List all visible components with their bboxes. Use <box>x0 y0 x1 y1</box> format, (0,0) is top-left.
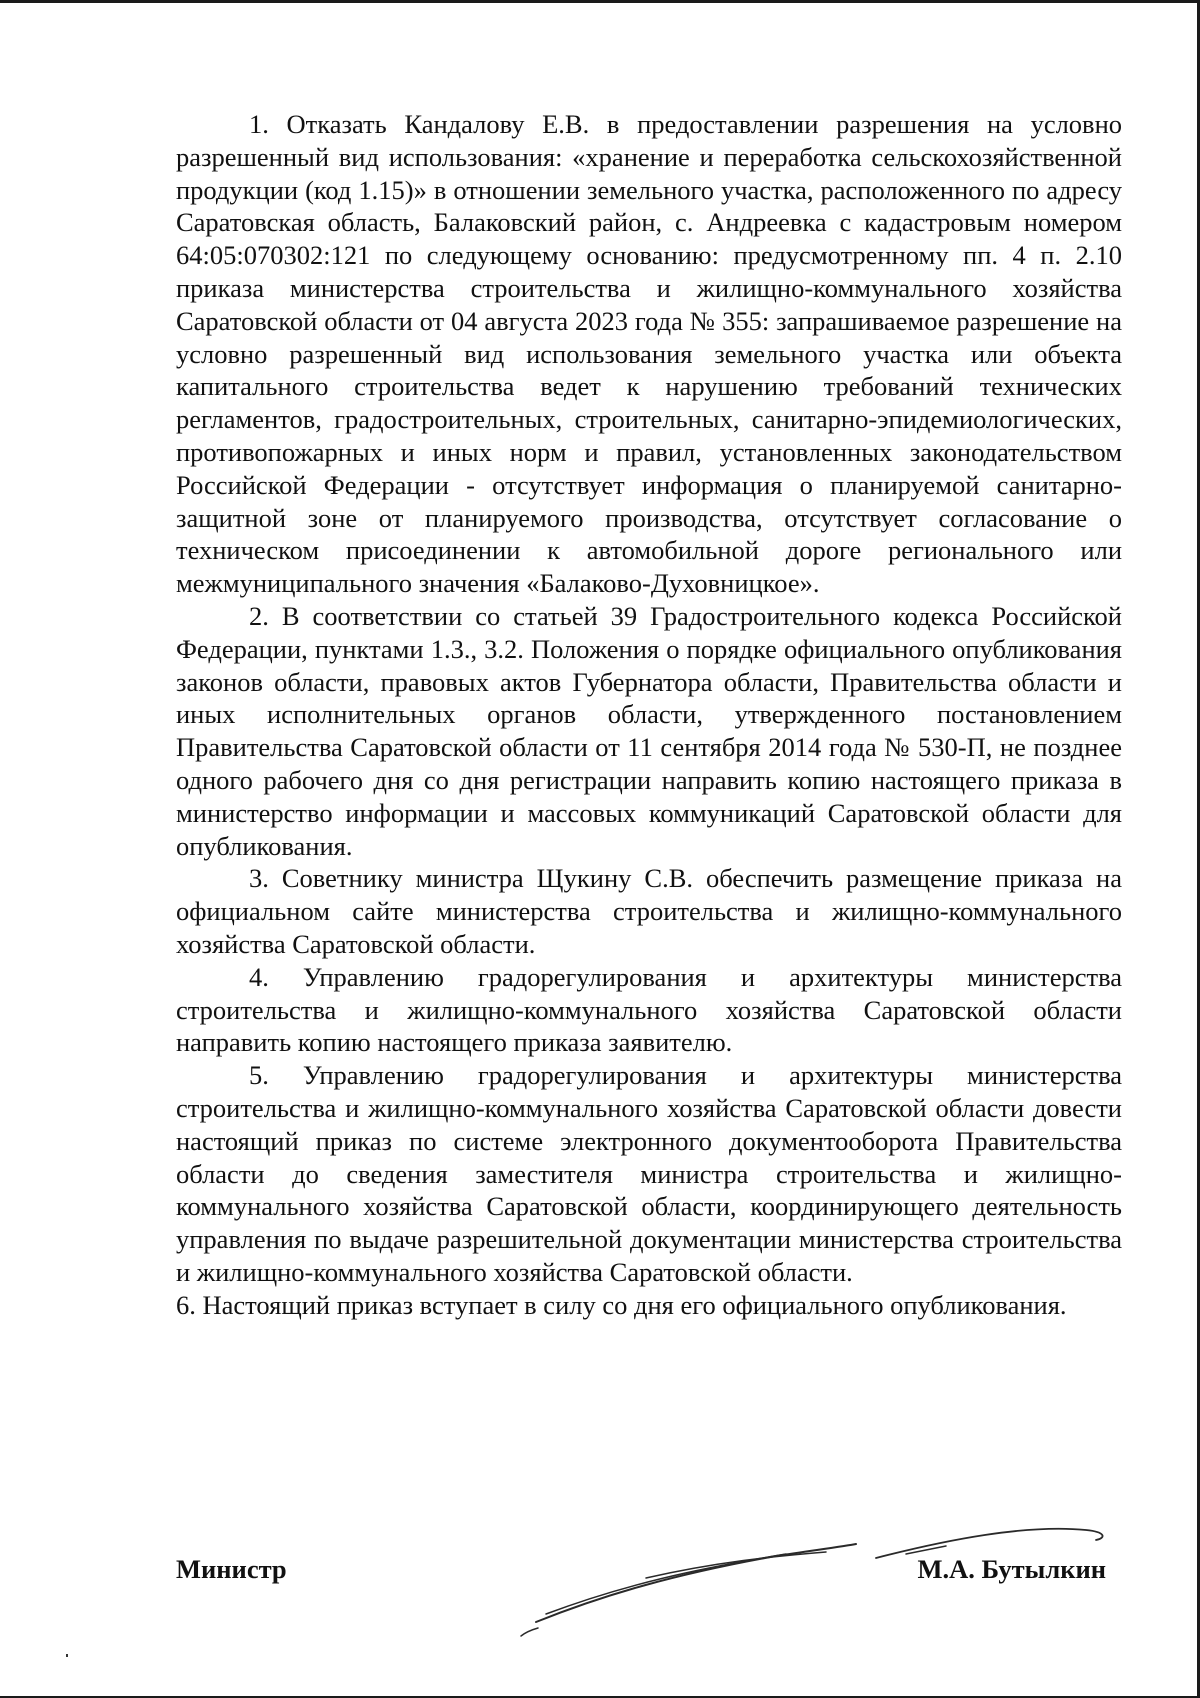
paragraph-4: 4. Управлению градорегулирования и архитектуры министерства строительства и жилищно-коммунального хозяйства Саратовской области направить копию настоящего приказа заявителю. <box>176 961 1122 1058</box>
signatory-title: Министр <box>176 1554 287 1584</box>
signature-block <box>176 1548 1106 1628</box>
paragraph-1: 1. Отказать Кандалову Е.В. в предоставлении разрешения на условно разрешенный вид использования: «хранение и переработка сельскохозяйственной продукции (код 1.15)» в отношении земельного участка, расположенного по адресу Саратовская область, Балаковский район, с. Андреевка с кадастровым номером 64:05:070302:121 по следующему основанию: предусмотренному пп. 4 п. 2.10 приказа министерства строительства и жилищно-коммунального хозяйства Саратовской области от 04 августа 2023 года № 355: запрашиваемое разрешение на условно разрешенный вид использования земельного участка или объекта капитального строительства ведет к нарушению требований технических регламентов, градостроительных, строительных, санитарно-эпидемиологических, противопожарных и иных норм и правил, установленных законодательством Российской Федерации - отсутствует информация о планируемой санитарно-защитной зоне от планируемого производства, отсутствует согласование о техническом присоединении к автомобильной дороге регионального или межмуниципального значения «Балаково-Духовницкое». <box>176 109 1122 599</box>
paragraph-2: 2. В соответствии со статьей 39 Градостроительного кодекса Российской Федерации, пунктами 1.3., 3.2. Положения о порядке официального опубликования законов области, правовых актов Губернатора области, Правительства области и иных исполнительных органов области, утвержденного постановлением Правительства Саратовской области от 11 сентября 2014 года № 530-П, не позднее одного рабочего дня со дня регистрации направить копию настоящего приказа в министерство информации и массовых коммуникаций Саратовской области для опубликования. <box>176 600 1122 861</box>
signatory-name: М.А. Бутылкин <box>917 1554 1106 1584</box>
paragraph-6: 6. Настоящий приказ вступает в силу со дня его официального опубликования. <box>176 1289 1067 1320</box>
document-body <box>176 108 1122 1321</box>
paragraph-3: 3. Советнику министра Щукину С.В. обеспечить размещение приказа на официальном сайте министерства строительства и жилищно-коммунального хозяйства Саратовской области. <box>176 863 1122 959</box>
scan-border-top <box>0 0 1200 3</box>
paragraph-5: 5. Управлению градорегулирования и архитектуры министерства строительства и жилищно-коммунального хозяйства Саратовской области довести настоящий приказ по системе электронного документооборота Правительства области до сведения заместителя министра строительства и жилищно-коммунального хозяйства Саратовской области, координирующего деятельность управления по выдаче разрешительной документации министерства строительства и жилищно-коммунального хозяйства Саратовской области. <box>176 1060 1122 1287</box>
scan-speck <box>66 1654 68 1657</box>
